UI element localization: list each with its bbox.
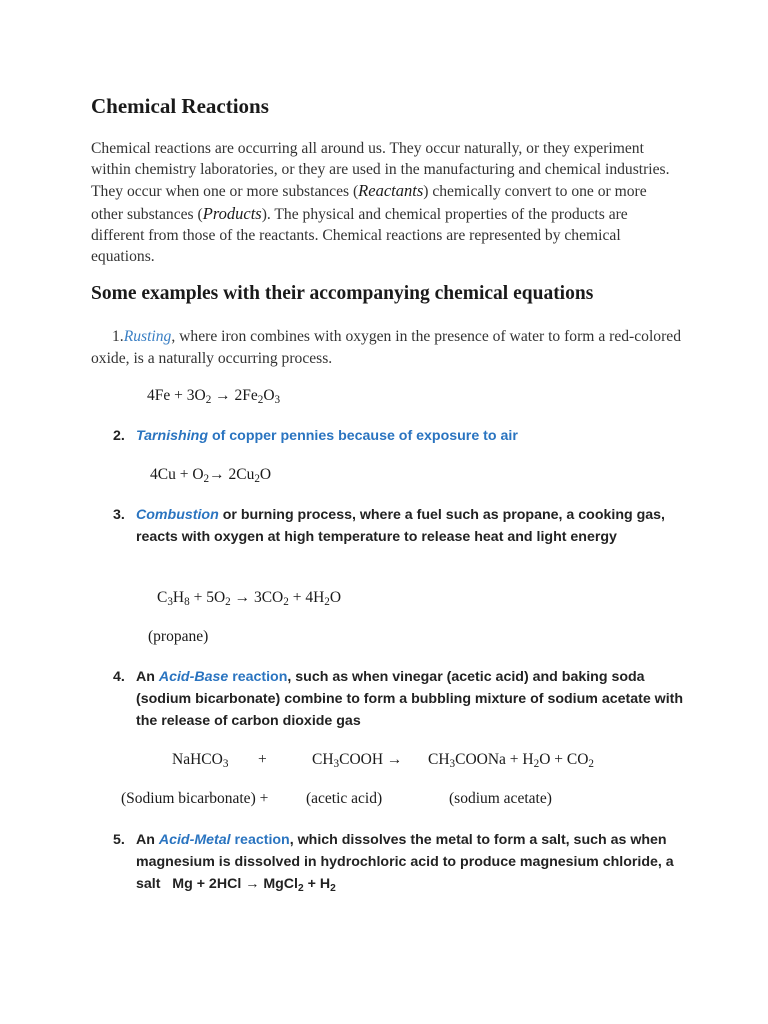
item-keyword-suffix: reaction <box>230 832 290 848</box>
item-number: 2. <box>113 428 125 444</box>
item-keyword: Acid-Metal <box>158 832 231 848</box>
item-number: 4. <box>113 669 125 685</box>
item-text: of copper pennies because of exposure to air <box>208 428 518 444</box>
label-sodium-acetate: (sodium acetate) <box>449 790 552 807</box>
intro-text-3: ). The physical and chemical properties of the products are different from those of the reactants. Chemical reactions are represented by chemical equations. <box>91 205 628 266</box>
equation-combustion: $C_3H_8 + 5O_2 \to 3CO_2 + 4H_2O$ <box>157 589 342 609</box>
item-text: , such as when vinegar (acetic acid) and baking soda (sodium bicarbonate) combine to form a bubbling mixture of sodium acetate with the release of carbon dioxide gas <box>136 669 684 729</box>
item-keyword: Rusting <box>123 328 172 345</box>
equation-acid-base-reactant-1: NaHCO$_3$ <box>172 751 229 771</box>
item-text: or burning process, where a fuel such as propane, a cooking gas, reacts with oxygen at high temperature to release heat and light energy <box>136 507 665 545</box>
equation-tarnishing: $4Cu + O_2\to 2Cu_2O$ <box>150 466 272 486</box>
equation-acid-base-plus: + <box>258 751 267 768</box>
item-number: 5. <box>113 832 125 848</box>
page-title: Chemical Reactions <box>91 94 269 118</box>
intro-text-1: Chemical reactions are occurring all around us. They occur naturally, or they experiment within chemistry laboratories, or they are used in the manufacturing and chemical industries. They occur when one or more substances ( <box>91 140 670 201</box>
item-keyword: Acid-Base <box>158 669 229 685</box>
item-text: , where iron combines with oxygen in the presence of water to form a red-colored oxide, is a naturally occurring process. <box>91 328 682 367</box>
item-number: 3. <box>113 507 125 523</box>
item-number: 1. <box>112 328 124 345</box>
item-keyword: Combustion <box>136 507 219 523</box>
example-item-rusting <box>91 326 691 369</box>
equation-rusting: $4Fe + 3O_2 \to 2Fe_2O_3$ <box>147 387 281 407</box>
item-text: , which dissolves the metal to form a salt, such as when magnesium is dissolved in hydrochloric acid to produce magnesium chloride, a salt <box>136 832 674 892</box>
section-subtitle: Some examples with their accompanying chemical equations <box>91 283 594 304</box>
products-term: Products <box>202 203 262 223</box>
intro-paragraph <box>91 138 681 267</box>
reactants-term: Reactants <box>358 181 424 201</box>
equation-acid-metal: Mg + 2HCl → MgCl$_2$ + $H_2$ <box>160 876 336 894</box>
item-prefix: An <box>136 832 159 848</box>
equation-acid-base-reactant-2: $CH_3COOH$ → <box>312 751 403 771</box>
equation-acid-base-products: $CH_3COONa + H_2O + CO_2$ <box>428 751 594 771</box>
label-acetic-acid: (acetic acid) <box>306 790 383 807</box>
label-sodium-bicarbonate: (Sodium bicarbonate) + <box>121 790 269 807</box>
item-prefix: An <box>136 669 159 685</box>
item-keyword-suffix: reaction <box>228 669 288 685</box>
propane-label: (propane) <box>148 628 209 645</box>
intro-text-2: ) chemically convert to one or more other substances ( <box>91 183 647 223</box>
item-keyword: Tarnishing <box>136 428 208 444</box>
